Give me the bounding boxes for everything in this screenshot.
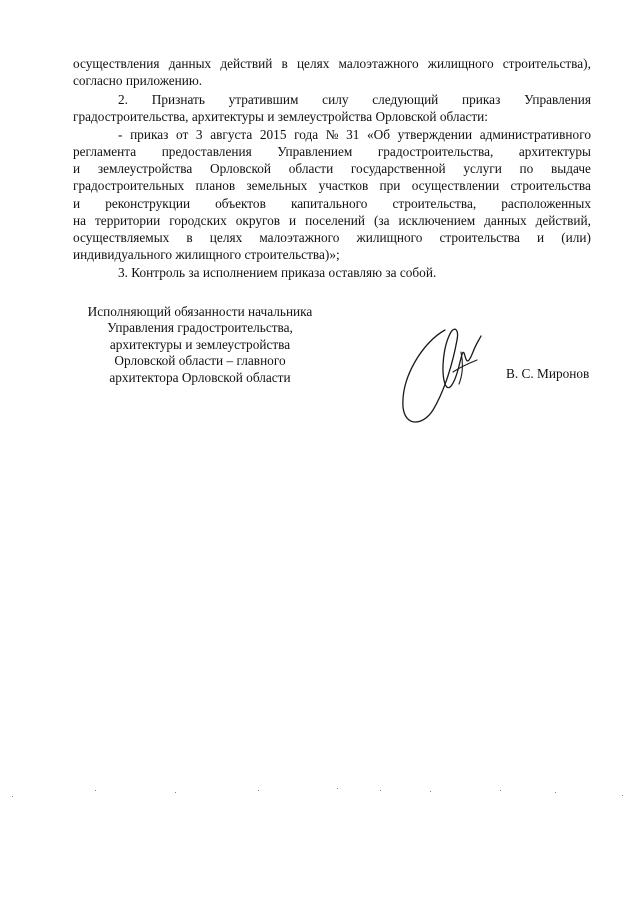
word: августа bbox=[210, 127, 253, 142]
word: административного bbox=[479, 127, 591, 142]
word: поселений bbox=[305, 213, 366, 228]
word: области bbox=[288, 161, 334, 176]
text-line bbox=[73, 178, 591, 194]
word: малоэтажного bbox=[338, 56, 419, 71]
text-line bbox=[73, 196, 591, 212]
word: действий bbox=[220, 56, 273, 71]
word: городских bbox=[169, 213, 227, 228]
word: целях bbox=[209, 230, 243, 245]
word: градостроительных bbox=[73, 178, 185, 193]
scan-speck bbox=[555, 792, 556, 793]
word: Орловской bbox=[210, 161, 272, 176]
text-line: согласно приложению. bbox=[73, 73, 203, 88]
word: строительства, bbox=[392, 196, 477, 211]
word: Признать bbox=[151, 92, 205, 107]
text-line: 3. Контроль за исполнением приказа оставляю за собой. bbox=[118, 265, 437, 280]
word: осуществления bbox=[73, 56, 160, 71]
word: расположенных bbox=[501, 196, 591, 211]
word: приказ bbox=[462, 92, 501, 107]
scan-speck bbox=[622, 795, 623, 796]
text-line bbox=[73, 213, 591, 229]
word: строительства bbox=[510, 178, 591, 193]
text-line bbox=[73, 56, 591, 72]
word: (или) bbox=[561, 230, 591, 245]
scan-speck bbox=[500, 790, 501, 791]
word: жилищного bbox=[356, 230, 423, 245]
word: исключением bbox=[398, 213, 476, 228]
word: земельных bbox=[246, 178, 308, 193]
word: строительства), bbox=[502, 56, 591, 71]
word: 3 bbox=[195, 127, 203, 142]
word: планов bbox=[195, 178, 236, 193]
word: данных bbox=[484, 213, 527, 228]
word: предоставления bbox=[161, 144, 252, 159]
word: Управлением bbox=[277, 144, 353, 159]
word: малоэтажного bbox=[259, 230, 340, 245]
scan-speck bbox=[430, 791, 431, 792]
handwritten-signature bbox=[393, 322, 493, 432]
word: регламента bbox=[73, 144, 137, 159]
word: Управления bbox=[524, 92, 591, 107]
word: данных bbox=[168, 56, 212, 71]
word: утратившим bbox=[228, 92, 299, 107]
word: строительства bbox=[439, 230, 520, 245]
word: следующий bbox=[372, 92, 439, 107]
word: по bbox=[519, 161, 534, 176]
word: в bbox=[186, 230, 193, 245]
word: и bbox=[289, 213, 297, 228]
word: 2. bbox=[118, 92, 128, 107]
signatory-title bbox=[60, 304, 340, 386]
word: на bbox=[73, 213, 87, 228]
word: от bbox=[175, 127, 189, 142]
word: осуществляемых bbox=[73, 230, 170, 245]
word: действий, bbox=[535, 213, 591, 228]
word: землеустройства bbox=[97, 161, 193, 176]
word: силу bbox=[322, 92, 349, 107]
scan-speck bbox=[95, 790, 96, 791]
text-line bbox=[118, 92, 591, 108]
text-line bbox=[73, 161, 591, 177]
word: № bbox=[325, 127, 339, 142]
word: государственной bbox=[350, 161, 446, 176]
word: в bbox=[281, 56, 288, 71]
word: жилищного bbox=[427, 56, 494, 71]
word: услуги bbox=[463, 161, 502, 176]
signer-name: В. С. Миронов bbox=[506, 366, 590, 381]
scan-speck bbox=[175, 792, 176, 793]
text-line bbox=[73, 230, 591, 246]
word: при bbox=[379, 178, 401, 193]
word: и bbox=[537, 230, 545, 245]
scan-speck bbox=[12, 796, 13, 797]
word: утверждении bbox=[397, 127, 473, 142]
scan-speck bbox=[337, 788, 338, 789]
word: выдаче bbox=[551, 161, 591, 176]
word: целях bbox=[296, 56, 330, 71]
text-line bbox=[118, 127, 591, 143]
word: и bbox=[73, 196, 81, 211]
signatory-title-line: Управления градостроительства, bbox=[107, 320, 293, 336]
word: и bbox=[73, 161, 81, 176]
word: 31 bbox=[346, 127, 360, 142]
word: реконструкции bbox=[105, 196, 191, 211]
word: 2015 bbox=[259, 127, 287, 142]
word: объектов bbox=[215, 196, 266, 211]
text-line: градостроительства, архитектуры и землеустройства Орловской области: bbox=[73, 109, 488, 124]
word: участков bbox=[318, 178, 369, 193]
scan-speck bbox=[380, 790, 381, 791]
word: «Об bbox=[367, 127, 391, 142]
word: округов bbox=[235, 213, 281, 228]
word: градостроительства, bbox=[377, 144, 494, 159]
word: (за bbox=[373, 213, 390, 228]
word: приказ bbox=[130, 127, 169, 142]
signatory-title-line: Исполняющий обязанности начальника bbox=[87, 304, 313, 319]
signatory-title-line: архитектуры и землеустройства bbox=[109, 336, 291, 352]
text-line bbox=[73, 144, 591, 160]
word: года bbox=[294, 127, 319, 142]
scan-speck bbox=[258, 790, 259, 791]
signatory-title-line: Орловской области – главного bbox=[114, 353, 286, 369]
text-line: индивидуального жилищного строительства)»; bbox=[73, 247, 340, 262]
word: - bbox=[118, 127, 123, 142]
word: капитального bbox=[290, 196, 368, 211]
word: осуществлении bbox=[411, 178, 500, 193]
signatory-title-line: архитектора Орловской области bbox=[109, 369, 291, 385]
word: территории bbox=[94, 213, 161, 228]
word: архитектуры bbox=[518, 144, 591, 159]
